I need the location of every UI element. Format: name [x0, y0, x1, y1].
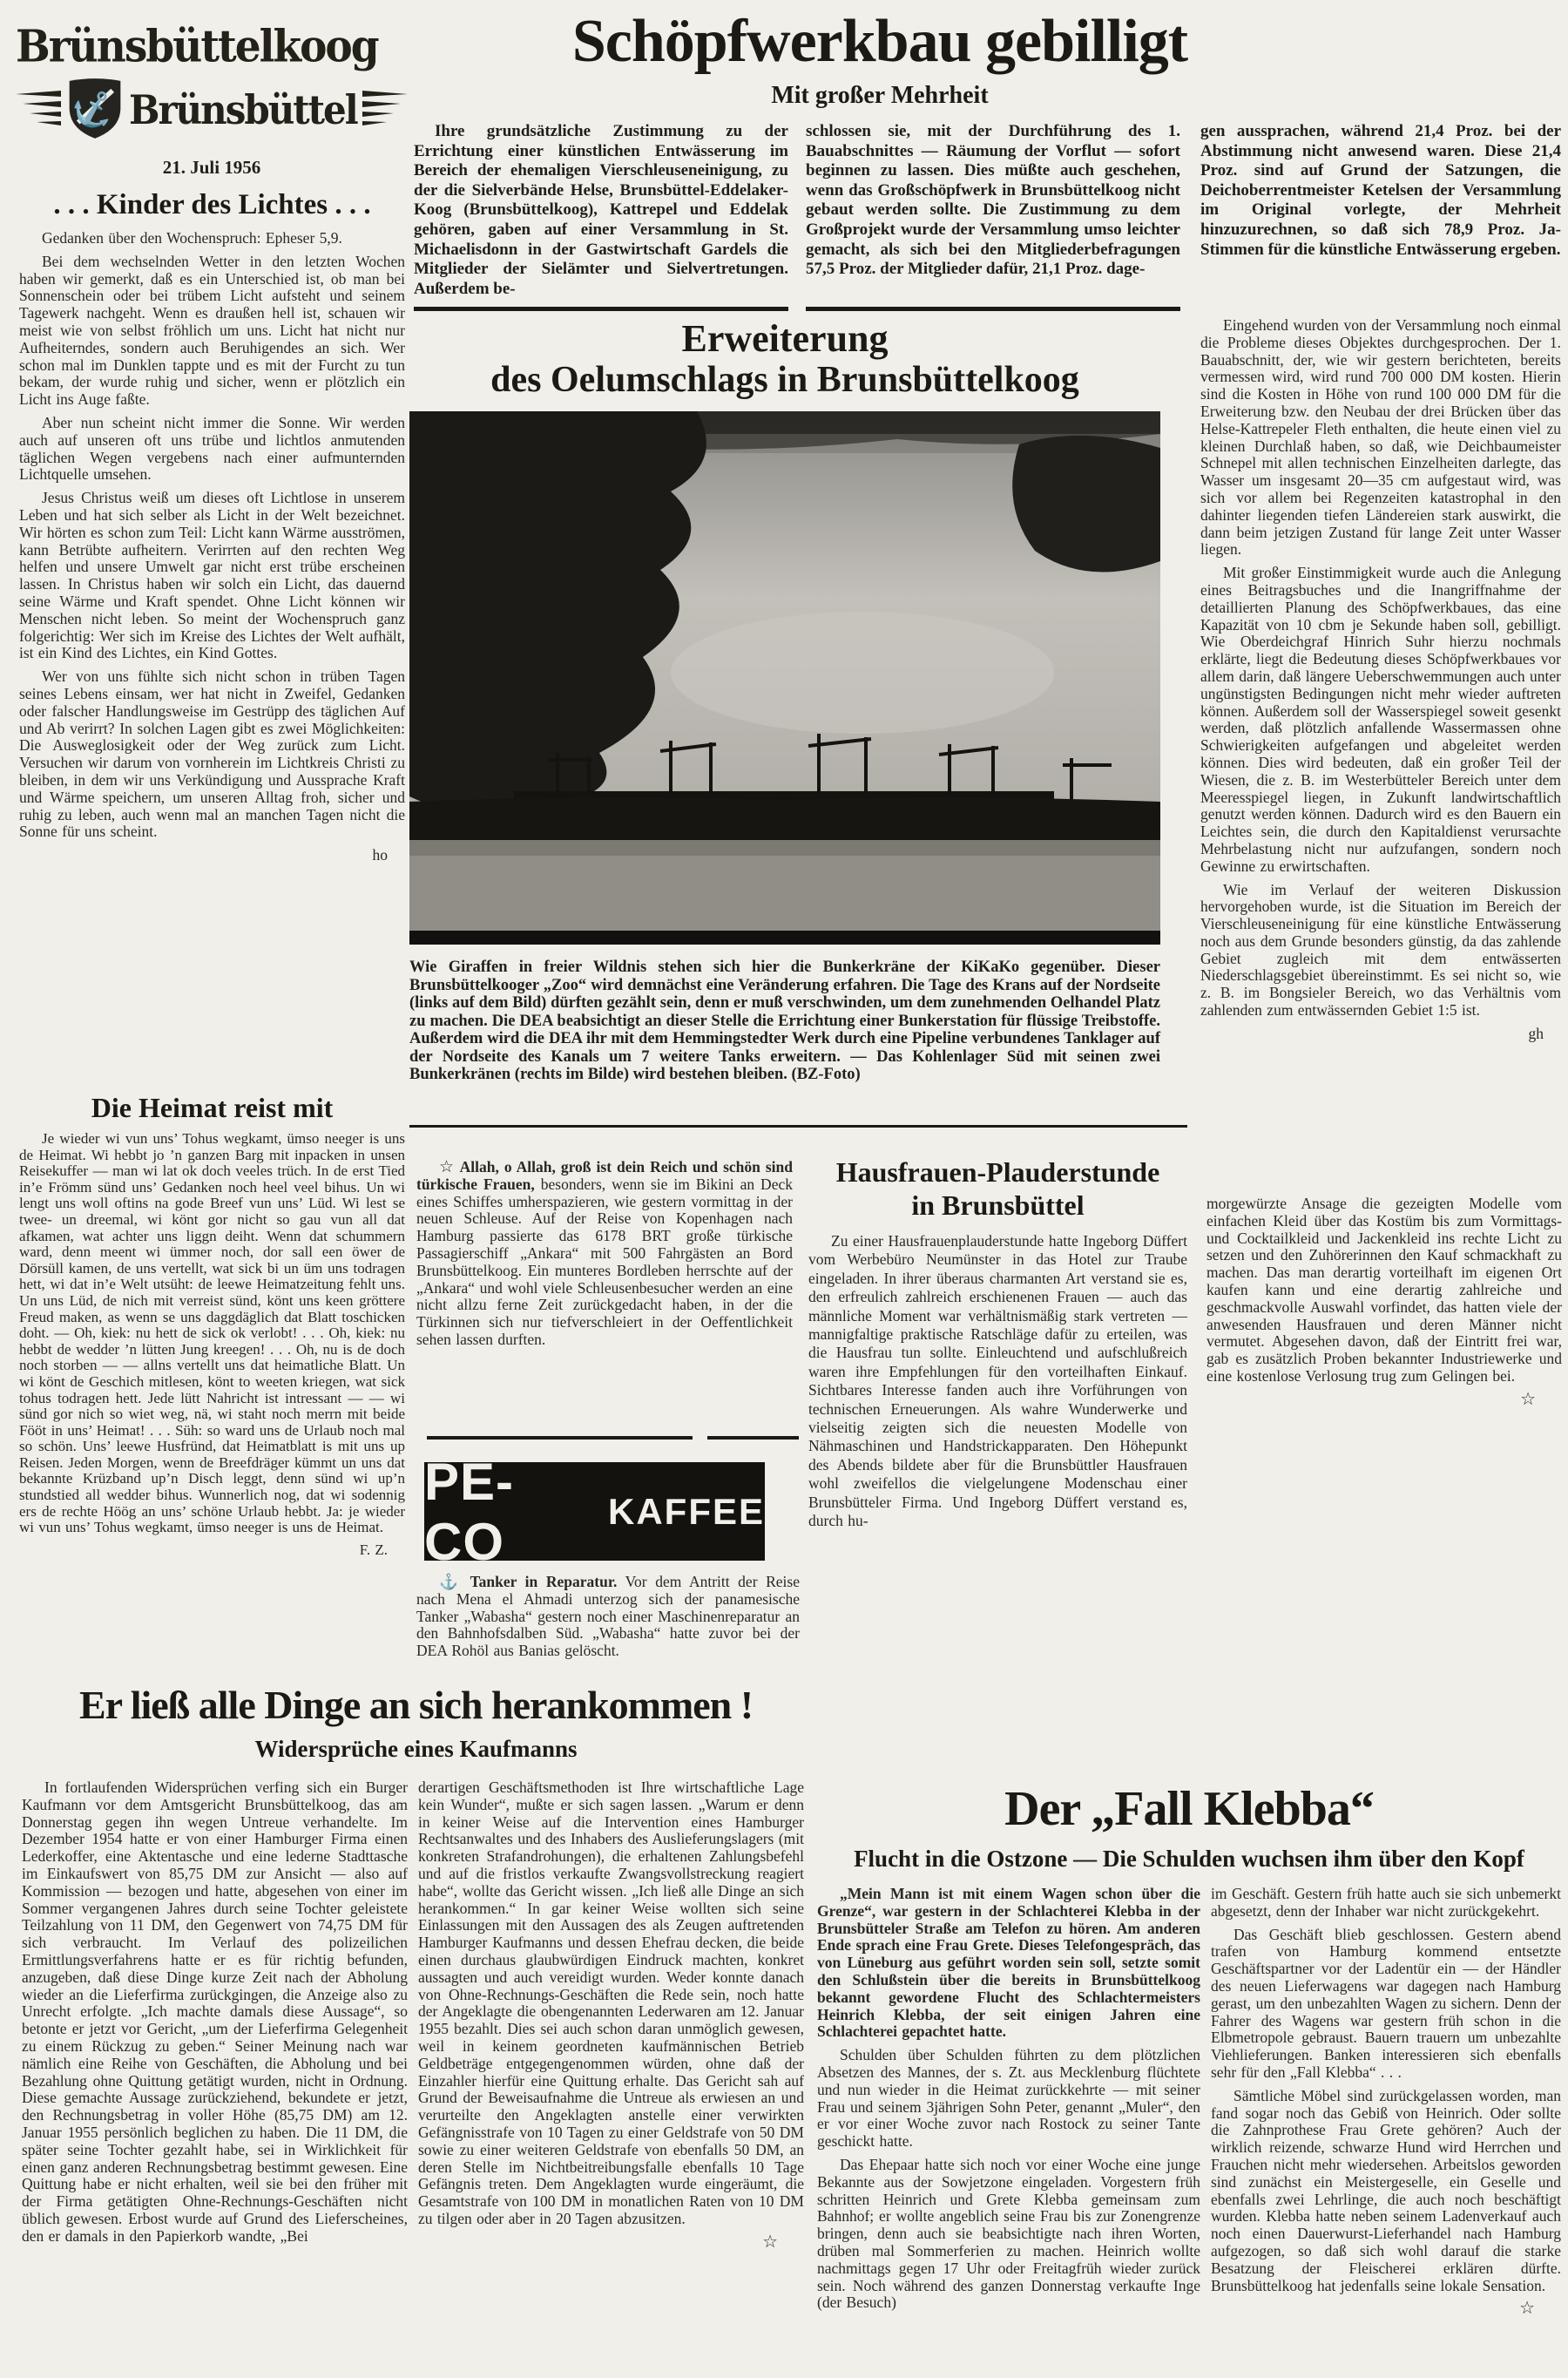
- lead-text-2: schlossen sie, mit der Durchführung des 1. Bauabschnittes — Räumung der Vorflut — sofort beginnen zu lassen. Dies müßte auch geschehen, wenn das Großschöpfwerk in Brunsbüttelkoog nicht gebaut werden sollte. Die Zustimmung zu dem Großprojekt wurde der Versammlung umso leichter gemacht, als sich bei den Mitgliederbefragungen 57,5 Proz. der Mitglieder dafür, 21,1 Proz. dage-: [806, 122, 1180, 279]
- masthead: [16, 21, 408, 179]
- photo-story-headline-line1: Erweiterung: [681, 317, 889, 360]
- heimat-article: [19, 1091, 405, 1682]
- masthead-title-line2: Brünsbüttel: [129, 87, 357, 133]
- klebba-column-1: [817, 1886, 1200, 2378]
- ankara-body: besonders, wenn sie im Bikini an Deck eines Schiffes umherspazieren, wie gestern vormittag in der neuen Schleuse. Auf der Reise von Kopenhagen nach Hamburg passierte das 6178 BRT große türkische Passagierschiff „Ankara“ mit 500 Fahrgästen an Bord Brunsbüttelkoog. Ein munteres Bordleben herrschte auf der „Ankara“ und wohl viele Schleusenbesucher werden an eine nicht allzu ferne Zeit zurückgedacht haben, in der die Türkinnen sich nur tiefverschleiert in der Oeffentlichkeit sehen lassen durften.: [416, 1175, 793, 1348]
- divider-rule: [806, 307, 1180, 311]
- harbor-photo: [409, 411, 1160, 945]
- flourish-left-icon: [16, 89, 61, 132]
- tanker-title: Tanker in Reparatur.: [470, 1573, 618, 1590]
- kaufmann-headline: Er ließ alle Dinge an sich herankommen !: [78, 1683, 754, 1727]
- photo-credit: (BZ-Foto): [791, 1066, 861, 1083]
- issue-date: 21. Juli 1956: [162, 157, 261, 178]
- author-initials: F. Z.: [359, 1541, 388, 1558]
- article-paragraph: Das Geschäft blieb geschlossen. Gestern abend trafen von Hamburg kommend entsetzte Geschäftspartner vor der Ladentür ein — der Händler des neuen Lieferwagens war dagegen nach Hamburg gerast, um den unbezahlten Wagen zu sichern. Denn der Fahrer des Wagens war gestern früh schon in die Elbmetropole gebraust. Bauern trauern um unbezahlte Viehlieferungen. Banken interessieren sich ebenfalls sehr für den „Fall Klebba“ . . .: [1211, 1925, 1561, 2081]
- article-paragraph: Sämtliche Möbel sind zurückgelassen worden, man fand sogar noch das Gebiß von Heinrich. Oder sollte die Zahnprothese Frau Grete gehören? Auch der wirklich reizende, schwarze Hund wird Herrchen und Frauchen nicht mehr wiedersehen. Arbeitslos geworden sind zunächst ein Meistergeselle, ein Geselle und ebenfalls zwei Lehrlinge, die auch noch beschäftigt wurden. Klebba hatte neben seinem Ladenverkauf auch noch einen Dauerwurst-Lieferhandel nach Hamburg aufgezogen, so daß sich wohl darauf die starke Besatzung der Fleischerei erklären dürfte. Brunsbüttelkoog hat jedenfalls seine lokale Sensation.: [1211, 2086, 1561, 2294]
- article-paragraph: Mit großer Einstimmigkeit wurde auch die Anlegung eines Beitragsbuches und die Inangriffnahme der detaillierten Planung des Schöpfwerkbaues, das eine Kapazität von 10 cbm je Sekunde haben soll, gebilligt. Wie Oberdeichgraf Hinrich Suhr hierzu nochmals erklärte, liegt die Bedeutung dieses Schöpfwerkbaues vor allem darin, daß längere Ueberschwemmungen auch unter ungünstigsten Bedingungen nicht mehr wieder auftreten können. Außerdem soll der Wasserspiegel soweit gesenkt werden, daß plötzlich anfallende Wassermassen ohne Schwierigkeiten aufgefangen und abgeleitet werden können. Dies wird bedeuten, daß ein großer Teil der Wiesen, die z. B. im Westerbütteler Bereich unter dem Meeresspiegel liegen, in Zukunft landwirtschaftlich genutzt werden können. Dadurch wird es den Bauern ein Leichtes sein, die durch den Kapitaldienst verursachte Mehrbelastung nicht nur aufzufangen, sondern noch Gewinne zu erwirtschaften.: [1200, 564, 1561, 875]
- article-paragraph: „Mein Mann ist mit einem Wagen schon über die Grenze“, war gestern in der Schlachterei Klebba in der Brunsbütteler Straße am Telefon zu hören. Am anderen Ende sprach eine Frau Grete. Dieses Telefongespräch, das von Lüneburg aus geführt worden sein soll, setzte somit den Schlußstein über die bereits in Brunsbüttelkoog bekannt gewordene Flucht des Schlachtermeisters Heinrich Klebba, der seit einigen Jahren eine Schlachterei gepachtet hatte.: [817, 1886, 1200, 2041]
- ad-product: KAFFEE: [608, 1490, 765, 1532]
- article-paragraph: Eingehend wurden von der Versammlung noch einmal die Probleme dieses Objektes durchgesprochen. Der 1. Bauabschnitt, der, wie wir gestern berichteten, bereits vermessen wird, wird rund 700 000 DM kosten. Hierin sind die Kosten in Höhe von rund 100 000 DM für die Erweiterung bzw. den Neubau der drei Brücken über das Helse-Kattrepeler Fleth enthalten, die heute einen viel zu kleinen Durchlaß haben, so daß, wie Deichbaumeister Schnepel mit allen technischen Einzelheiten darlegte, das Wasser um insgesamt 20—35 cm aufgestaut wird, was sich vor allem bei Regenzeiten katastrophal in den dahinter liegenden tiefen Ländereien stark auswirkt, die dann beim jetzigen Zustand für lange Zeit unter Wasser liegen.: [1200, 317, 1561, 559]
- lead-column-3: [1200, 122, 1561, 307]
- lead-text-3: gen aussprachen, während 21,4 Proz. bei der Abstimmung nicht anwesend waren. Diese 21,4 Proz. sind auf Grund der Satzungen, die Deichoberrentmeister Ketelsen der Versammlung im Original vorlegte, der Mehrheit hinzuzurechnen, so daß sich 78,9 Proz. Ja-Stimmen für die künstliche Entwässerung ergeben.: [1200, 122, 1561, 259]
- kaufmann-subhead: Widersprüche eines Kaufmanns: [254, 1736, 578, 1762]
- article-paragraph: Das Ehepaar hatte sich noch vor einer Woche eine junge Bekannte aus der Sowjetzone eingeladen. Vorgestern früh schritten Heinrich und Grete Klebba gemeinsam zum Bahnhof; er wollte angeblich seine Frau bis zur Zonengrenze bringen, denn auch sie beabsichtigte nach ihren Worten, drüben mal Sommerferien zu machen. Heinrich wollte nachmittags gegen 17 Uhr oder Freitagfrüh wieder zurück sein. Noch während des ganzen Donnerstag verkaufte Inge (der Besuch): [817, 2155, 1200, 2312]
- article-paragraph: Schulden über Schulden führten zu dem plötzlichen Absetzen des Mannes, der s. Zt. aus Mecklenburg flüchtete und nun wieder in die Heimat zurückkehrte — mit seiner Frau und seinem 3jährigen Sohn Peter, genannt „Muler“, den er vor einer Woche zuvor nach Rostock zu seiner Tante geschickt hatte.: [817, 2046, 1200, 2151]
- hausfrauen-column-2: [1206, 1196, 1562, 1448]
- article-paragraph: Jesus Christus weiß um dieses oft Lichtlose in unserem Leben und hat sich selber als Licht in der Welt bezeichnet. Wir hörten es schon zum Teil: Licht kann Wärme ausströmen, kann Betrübte aufheitern. Verirrten auf den rechten Weg helfen und unsere Umwelt gar nicht erst trübe erscheinen lassen. In Christus haben wir solch ein Licht, das dauernd seine Wärme und Kraft spendet. Ohne Licht können wir Menschen nicht leben. So meint der Wochenspruch ganz folgerichtig: Wer sich im Kreise des Lichtes der Welt aufhält, ist ein Kind des Lichtes, ein Kind Gottes.: [19, 489, 405, 662]
- star-icon: ☆: [439, 1158, 455, 1176]
- article-paragraph: morgewürzte Ansage die gezeigten Modelle vom einfachen Kleid über das Kostüm bis zum Vormittags- und Cocktailkleid und Jackenkleid ins rechte Licht zu setzen und den Zuhörerinnen den Kauf schmackhaft zu machen. Das man derartig vorteilhaft im eigenen Ort kaufen kann und eine derartig zahlreiche und geschmackvolle Auswahl vorfindet, das hatten viele der anwesenden Hausfrauen und deren Männer nicht vermutet. Abgesehen davon, daß der Eintritt frei war, gab es zusätzlich Proben bekannter Industriewerke und eine kostenlose Verlosung trug zum Gelingen bei.: [1206, 1196, 1562, 1385]
- hausfrauen-article: [808, 1155, 1187, 1537]
- tanker-article: [416, 1574, 800, 1666]
- ankara-article: [416, 1159, 793, 1355]
- tanker-body: Vor dem Antritt der Reise nach Mena el Ahmadi unterzog sich der panamesische Tanker „Wabasha“ gestern noch einer Maschinenreparatur an den Bahnhofsdalben Süd. „Wabasha“ hatte zuvor bei der DEA Rohöl aus Banias gelöscht.: [416, 1573, 800, 1660]
- end-star-icon: ☆: [1520, 1389, 1536, 1409]
- kinder-article: [19, 188, 405, 864]
- ship-icon: ⚓: [439, 1573, 462, 1590]
- ad-brand: PE-CO: [424, 1452, 515, 1571]
- main-headline: Schöpfwerkbau gebilligt: [571, 8, 1188, 75]
- kaufmann-column-1: [22, 1779, 408, 2378]
- article-paragraph: Je wieder wi vun uns’ Tohus wegkamt, ümso neeger is uns de Heimat. Wi hebbt jo ’n ganzen Barg mit inpacken in unsen Reisekuffer — man wi lat ok doch veeles trüch. In de erst Tied in’e Frömm sünd uns’ Gedanken noch heel veel bihus. Un wi lengt uns woll oftins na gode Breef vun uns’ Lüd. Wi lest se twee- un dreemal, wi könt gor nicht so gau vun all dat afkamen, wat achter uns liggn deiht. Wenn dat schummern ward, denn meent wi ümmer noch, dor sall een öwer de Dörsüll kamen, de uns vertellt, wat sick bi un üm uns todragen hett, wi dat in’e Welt utsüht: de leewe Heimatzeitung fehlt uns. Un uns Lüd, de nich mit verreist sünd, könt uns keen gröttere Freud maken, as wenn se uns daggdäglich dat Blatt toschicken doht. — Oh, kiek: nu hett de sick ok verlobt! . . . Oh, kiek: nu hebbt de wedder ’n lütten Jung kreegen! . . . Oh, nu is de doch noch storben — — allns vertellt uns dat heimatliche Blatt. Un wi könt de Geschich mitlesen, könt to weeten kriegen, wat sick tohus todragen hett. Jede lütt Nahricht ist intressant — — wi sünd gor nich so wiet weg, nä, wi staht noch merrn mit beide Fööt in uns’ Heimat! . . . Süh: so ward uns de Urlaub noch mal so schön. Uns’ leewe Husfründ, dat Heimatblatt is mit uns up Reisen. Jeden Morgen, wenn de Breefdräger kümmt un uns dat bekannte Krüzband up’n Disch leggt, denn sünd wi up’n stundstied all wedder bihus. Wunnerlich nog, dat wi sodennig ers de rechte Höög an uns’ schöne Urlaub hebbt. Ja: je wieder wi vun uns’ Tohus wegkamt, ümso neeger is uns de Heimat.: [19, 1130, 405, 1536]
- peco-kaffee-ad: [424, 1452, 765, 1571]
- kinder-subhead: Gedanken über den Wochenspruch: Epheser 5,9.: [42, 229, 342, 247]
- end-star-icon: ☆: [1519, 2299, 1535, 2319]
- photo-story-headline-line2: des Oelumschlags in Brunsbüttelkoog: [490, 360, 1079, 400]
- lead-text-1: Ihre grundsätzliche Zustimmung zu der Errichtung einer künstlichen Entwässerung im Bereich der ehemaligen Vierschleuseneinigung, zu der die Sielverbände Helse, Brunsbüttel-Eddelaker-Koog (Brunsbüttelkoog), Kattrepel und Eddelak gehören, gaben auf einer Versammlung in St. Michaelisdonn in der Gastwirtschaft Gardels die Mitglieder der Sielämter und Sielvertretungen. Außerdem be-: [414, 122, 788, 298]
- main-subhead: Mit großer Mehrheit: [771, 82, 989, 109]
- divider-rule: [409, 1125, 1187, 1128]
- meeting-report-article: [1200, 317, 1561, 1189]
- klebba-headline: Der „Fall Klebba“: [1004, 1782, 1374, 1836]
- article-paragraph: im Geschäft. Gestern früh hatte auch sie sich unbemerkt abgesetzt, denn der Inhaber war nicht zurückgekehrt.: [1211, 1886, 1561, 1920]
- anchor-shield-icon: [66, 76, 124, 145]
- hausfrauen-headline-line2: in Brunsbüttel: [911, 1189, 1085, 1221]
- article-paragraph: derartigen Geschäftsmethoden ist Ihre wirtschaftliche Lage kein Wunder“, mußte er sich sagen lassen. „Warum er denn in keiner Weise auf die Intervention eines Hamburger Rechtsanwaltes und des Inhabers des Auslieferungslagers (mit konkreten Strafandrohungen), die erhaltenen Zahlungsbefehl und auf die fristlos verkaufte Zwangsvollstreckung reagiert habe“, wollte das Gericht wissen. „Ich ließ alle Dinge an sich herankommen.“ In gar keiner Weise wollten sich seine Einlassungen mit den Aussagen des als Zeugen auftretenden Hamburger Kaufmanns und dessen Ehefrau decken, die beide einen durchaus glaubwürdigen Eindruck machten, konkret aussagten und auch vereidigt wurden. Weder konnte danach von Ohne-Rechnungs-Geschäften die Rede sein, noch hatte der Angeklagte die obengenannten Lederwaren am 12. Januar 1955 bezahlt. Dies sei auch schon daran unmöglich gewesen, weil in keinem geordneten kaufmännischen Betrieb Geldbeträge entgegengenommen würden, ohne daß der Einzahler hierfür eine Quittung erhalte. Das Gericht sah auf Grund der Beweisaufnahme die Untreue als erwiesen an und verurteilte den Angeklagten anstelle einer verwirkten Gefängnisstrafe von 10 Tagen zu einer Geldstrafe von 50 DM sowie zu einer weiteren Geldstrafe von ebenfalls 50 DM, an deren Stelle im Nichtbeitreibungsfalle ebenfalls 10 Tage Gefängnis treten. Dem Angeklagten wurde eingeräumt, die Gesamtstrafe von 100 DM in monatlichen Raten von 10 DM zu tilgen oder aber in 20 Tagen abzusitzen.: [418, 1779, 804, 2227]
- article-paragraph: In fortlaufenden Widersprüchen verfing sich ein Burger Kaufmann vor dem Amtsgericht Brunsbüttelkoog, das am Donnerstag gegen ihn wegen Untreue verhandelte. Im Dezember 1954 hatte er von einer Hamburger Firma einen Lederkoffer, eine Aktentasche und eine lederne Stadttasche im Einkaufswert von 85,75 DM zur Ansicht — also auf Kommission — bezogen und hatte, abgesehen von einer im Sommer vergangenen Jahres durch seine Tochter geleistete Teilzahlung von 11 DM, den Gegenwert von 74,75 DM für sich verbraucht. Im Verlauf des polizeilichen Ermittlungsverfahrens hatte er es für richtig befunden, anzugeben, daß diese Dinge kurze Zeit nach der Abholung wieder an die Lieferfirma zurückgingen, die Anzeige also zu Unrecht erfolgte. „Ich machte damals diese Aussage“, so betonte er jetzt vor Gericht, „um der Lieferfirma Gelegenheit zu einem Rückzug zu geben.“ Seiner Meinung nach war nämlich eine Reihe von Geschäften, die Abholung und bei Bezahlung ohne Quittung getätigt wurden, nicht in Ordnung. Diese gemachte Aussage zurückziehend, bekundete er jetzt, den Rechnungsbetrag in voller Höhe (85,75 DM) am 12. Januar 1955 persönlich beglichen zu haben. Die 11 DM, die später seine Tochter gezahlt habe, sei in Wirklichkeit für einen ganz anderen Rechnungsbetrag bestimmt gewesen. Eine Quittung habe er nicht erhalten, weil sie bei den früher mit der Firma getätigten Ohne-Rechnungs-Geschäften nicht üblich gewesen. Erbost wurde auf Grund des Lieferscheines, den er damals in den Papierkorb wandte, „Bei: [22, 1779, 408, 2245]
- article-paragraph: Bei dem wechselnden Wetter in den letzten Wochen haben wir gemerkt, daß es ein Unterschied ist, ob man bei Sonnenschein oder bei trübem Licht aufsteht und seinem Tagewerk nachgeht. Wenn es draußen hell ist, schauen wir meist wie von selbst fröhlich um uns. Licht hat nicht nur Aufheiterndes, sondern auch Beruhigendes an sich. Wer schon mal im Dunklen tappte und es mit der Furcht zu tun bekam, der wurde ruhig und sicher, wenn er plötzlich ein Licht ins Auge faßte.: [19, 252, 405, 409]
- klebba-column-2: [1211, 1886, 1561, 2378]
- kinder-headline: . . . Kinder des Lichtes . . .: [53, 189, 371, 220]
- flourish-right-icon: [362, 89, 408, 132]
- author-initials: gh: [1528, 1024, 1544, 1042]
- end-star-icon: ☆: [762, 2232, 778, 2252]
- author-initials: ho: [372, 846, 388, 864]
- caption-text: Wie Giraffen in freier Wildnis stehen sich hier die Bunkerkräne der KiKaKo gegenüber. Dieser Brunsbüttelkooger „Zoo“ wird demnächst eine Veränderung erfahren. Die Tage des Krans auf der Nordseite (links auf dem Bild) dürften gezählt sein, denn er muß verschwinden, um dem zunehmenden Oelhandel Platz zu machen. Die DEA beabsichtigt an dieser Stelle die Errichtung einer Bunkerstation für flüssige Treibstoffe. Außerdem wird die DEA ihr mit dem Hemmingstedter Werk durch eine Pipeline verbundenes Tanklager auf der Nordseite des Kanals um 7 weitere Tanks erweitern. — Das Kohlenlager Süd mit seinen zwei Bunkerkränen (rechts im Bilde) wird bestehen bleiben.: [409, 959, 1160, 1083]
- divider-rule: [707, 1436, 799, 1440]
- article-paragraph: Wie im Verlauf der weiteren Diskussion hervorgehoben wurde, ist die Situation im Bereich der Vierschleuseneinigung für eine künstliche Entwässerung noch aus dem Grunde besonders günstig, da das zahlende Gebiet zugleich mit dem entwässerten Niederschlagsgebiet übereinstimmt. Es sei nicht so, wie z. B. im Bongsieler Bereich, wo das Verhältnis vom zahlenden zum entwässernden Gebiet 1:5 ist.: [1200, 880, 1561, 1020]
- divider-rule: [414, 307, 788, 311]
- article-paragraph: Aber nun scheint nicht immer die Sonne. Wir werden auch auf unseren oft uns trübe und lichtlos anmutenden täglichen Wegen vergebens nach einer aufmunternden Lichtquelle umsehen.: [19, 413, 405, 484]
- ankara-lead: Allah, o Allah, groß ist dein Reich und schön sind türkische Frauen,: [416, 1158, 793, 1193]
- hausfrauen-headline-line1: Hausfrauen-Plauderstunde: [835, 1156, 1160, 1188]
- lead-column-1: [414, 122, 788, 307]
- kaufmann-column-2: [418, 1779, 804, 2378]
- photo-caption: [409, 959, 1160, 1084]
- divider-rule: [427, 1436, 693, 1440]
- klebba-subhead: Flucht in die Ostzone — Die Schulden wuchsen ihm über den Kopf: [854, 1846, 1524, 1872]
- svg-text:⚓: ⚓: [66, 80, 124, 138]
- article-paragraph: Wer von uns fühlte sich nicht schon in trüben Tagen seines Lebens einsam, wer hat nicht in Zweifel, Gedanken oder falscher Handlungsweise im Gestrüpp des täglichen Auf und Ab verirrt? In solchen Lagen gibt es zwei Möglichkeiten: Die Ausweglosigkeit oder der Weg zurück zum Licht. Versuchen wir darum von vornherein im Lichtkreis Christi zu bleiben, in dem wir uns Verkündigung und Aussprache Kraft und Wärme speichern, um unseren Alltag froh, sicher und ruhig zu leben, auch wenn mal an manchen Tagen nicht die Sonne für uns scheint.: [19, 667, 405, 841]
- masthead-title-line1: Brünsbüttelkoog: [16, 21, 378, 73]
- heimat-headline: Die Heimat reist mit: [91, 1092, 334, 1123]
- article-paragraph: Zu einer Hausfrauenplauderstunde hatte Ingeborg Düffert vom Werbebüro Neumünster in das Hotel zur Traube eingeladen. In ihrer überaus charmanten Art verstand sie es, den erfreulich zahlreich erschienenen Frauen — auch das männliche Moment war verhältnismäßig stark vertreten — mannigfaltige praktische Ratschläge dafür zu erteilen, was die Hausfrau tun sollte. Einleuchtend und aufschlußreich waren ihre Empfehlungen für den vorteilhaften Einkauf. Sichtbares Interesse fanden auch ihre Vorführungen von technischen Erneuerungen. Als wahre Wunderwerke und vielseitig zeigten sich die neuesten Modelle von Nähmaschinen und Handstrickapparaten. Den Höhepunkt des Abends bildete aber für die Brunsbüttler Hausfrauen wohl zweifellos die vielgelungene Modenschau einer Brunsbütteler Firma. Und Ingeborg Düffert verstand es, durch hu-: [808, 1232, 1187, 1530]
- lead-column-2: [806, 122, 1180, 307]
